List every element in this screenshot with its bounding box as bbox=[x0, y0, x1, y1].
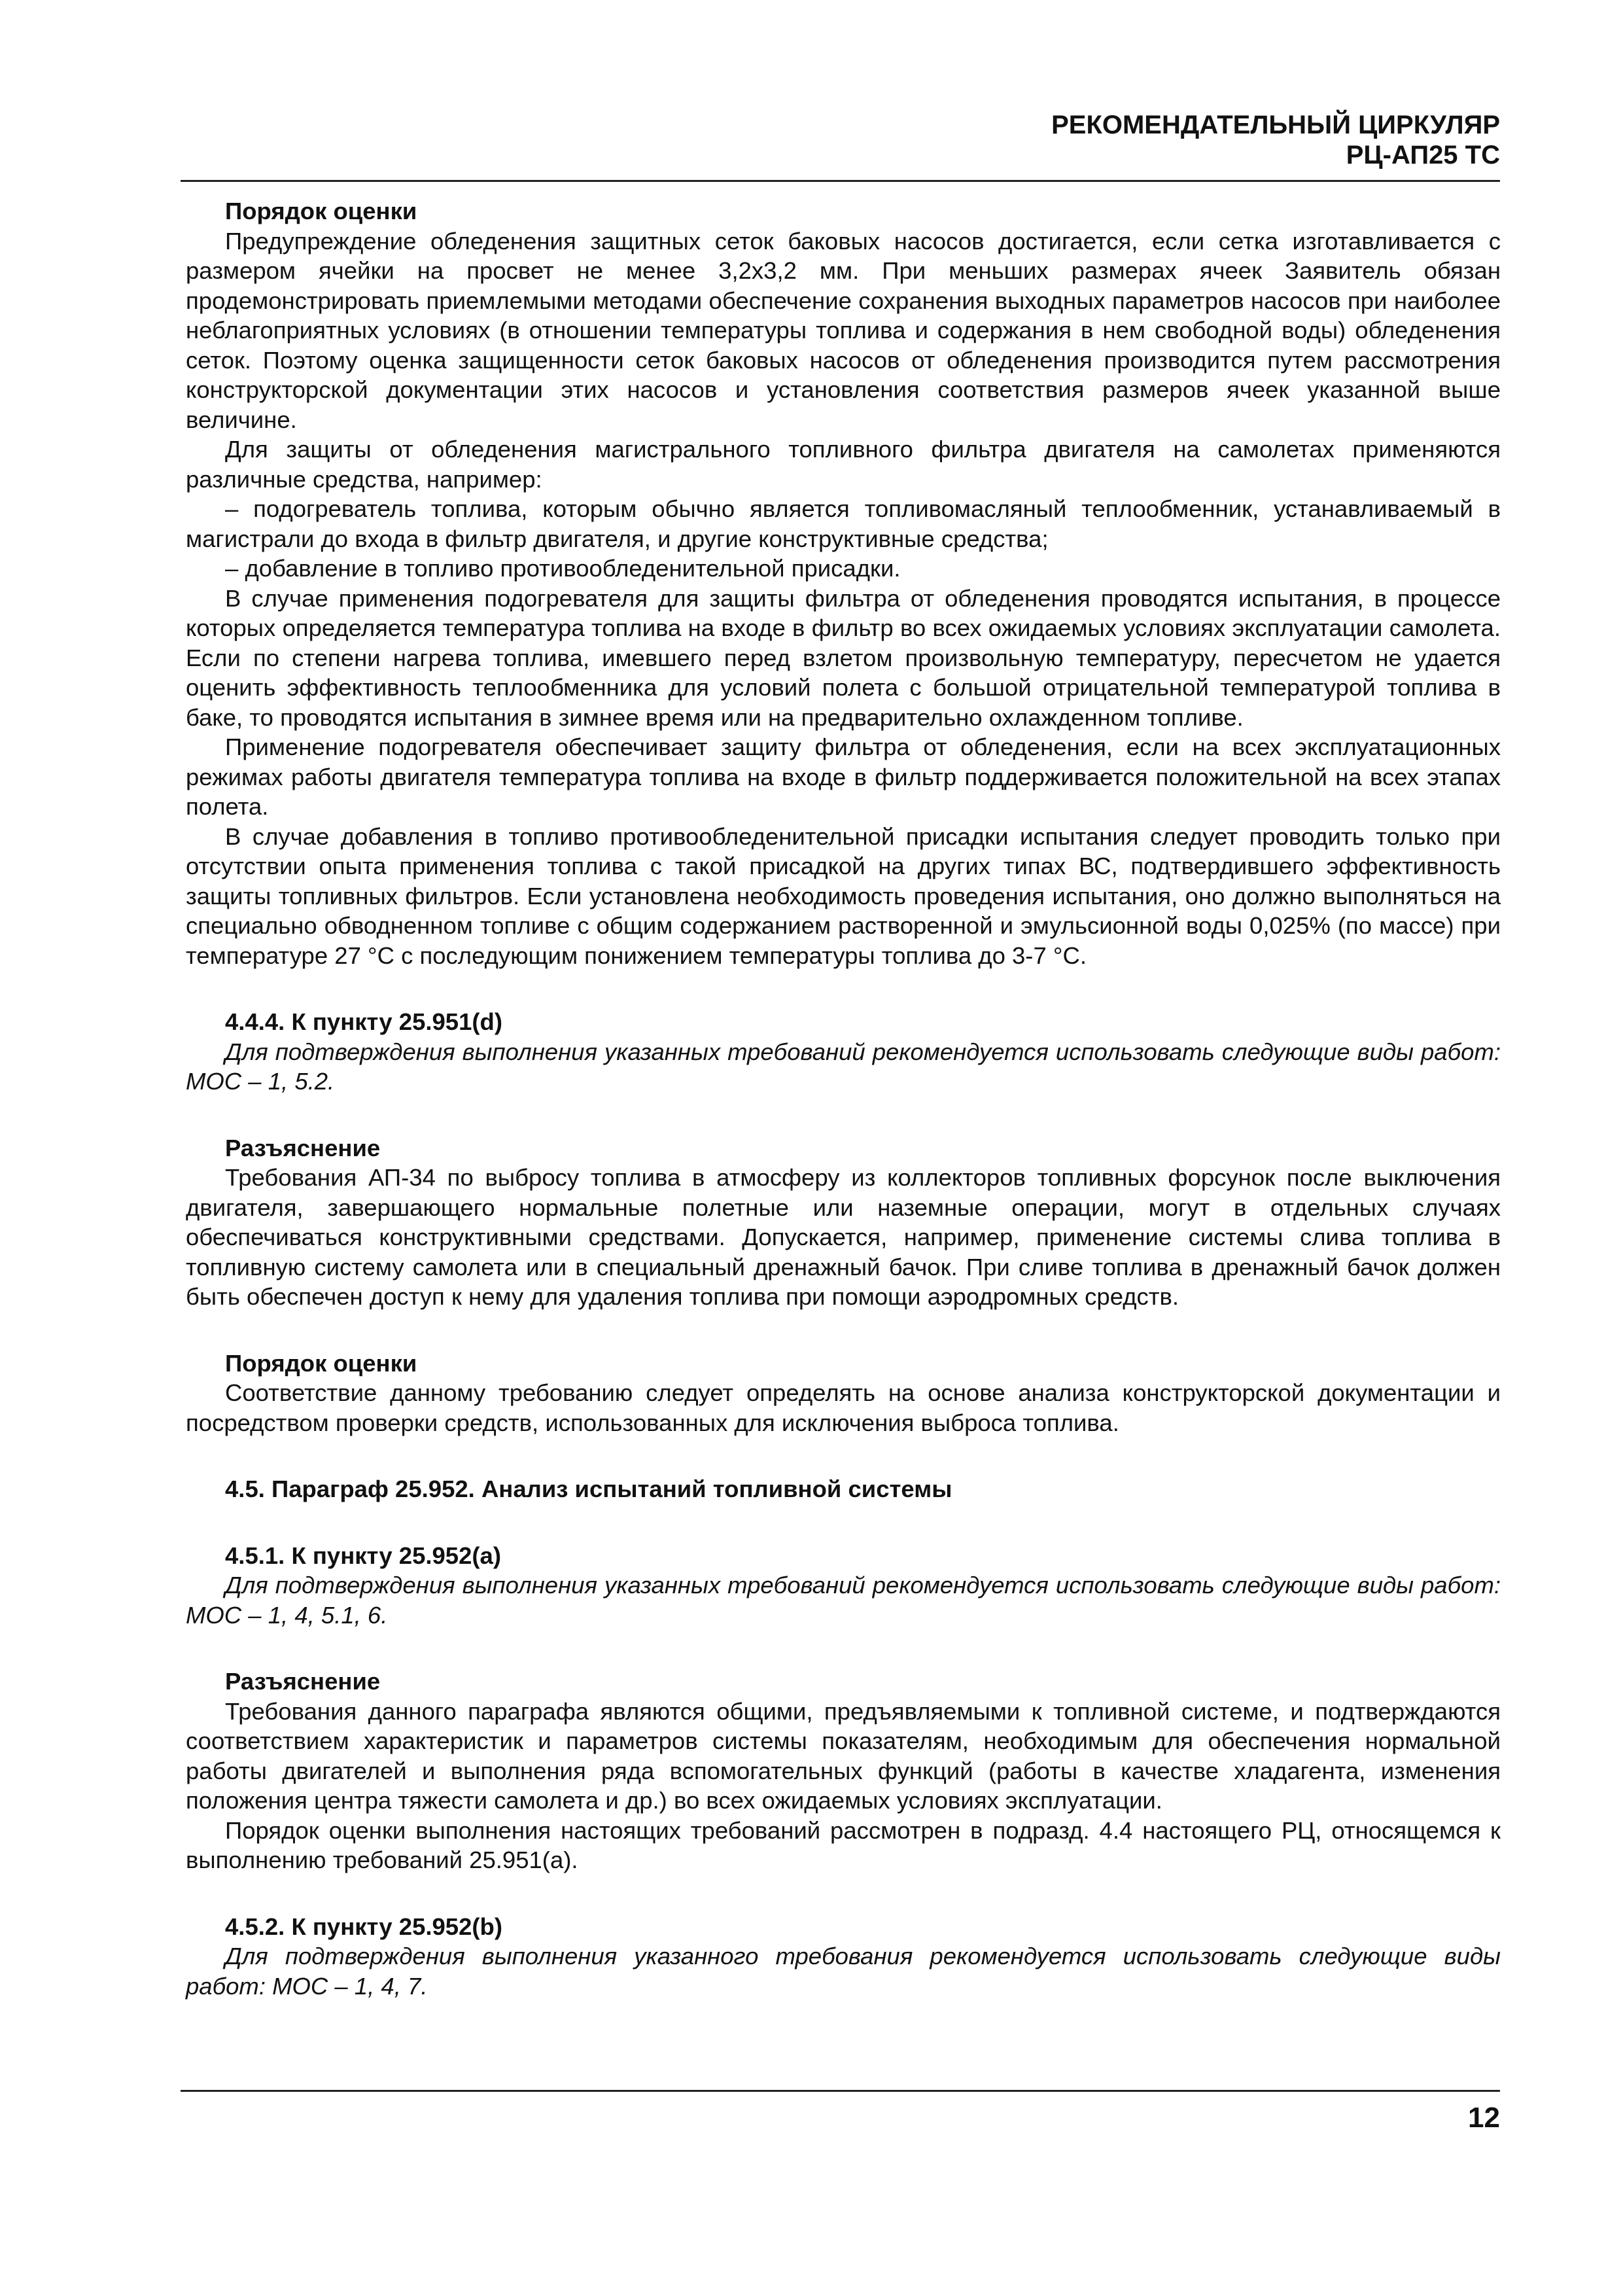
list-item: – подогреватель топлива, которым обычно является топливомасляный теплообменник, устанавливаемый в магистрали до входа в фильтр двигателя, и другие конструктивные средства; bbox=[186, 495, 1501, 552]
paragraph: Для защиты от обледенения магистрального топливного фильтра двигателя на самолетах применяются различные средства, например: bbox=[186, 436, 1501, 493]
paragraph: В случае применения подогревателя для защиты фильтра от обледенения проводятся испытания, в процессе которых определяется температура топлива на входе в фильтр во всех ожидаемых условиях эксплуатации самолета. Если по степени нагрева топлива, имевшего перед взлетом произвольную температуру, пересчетом не удается оценить эффективность теплообменника для условий полета с большой отрицательной температурой топлива в баке, то проводятся испытания в зимнее время или на предварительно охлажденном топливе. bbox=[186, 584, 1501, 731]
header-divider bbox=[181, 180, 1500, 182]
list-item: – добавление в топливо противообледенительной присадки. bbox=[225, 555, 901, 582]
section-heading-explanation: Разъяснение bbox=[225, 1668, 381, 1695]
paragraph: Порядок оценки выполнения настоящих требований рассмотрен в подразд. 4.4 настоящего РЦ, относящемся к выполнению требований 25.951(а). bbox=[186, 1816, 1501, 1873]
recommendation-note: Для подтверждения выполнения указанного требования рекомендуется использовать следующие виды работ: МОС – 1, 4, 7. bbox=[186, 1943, 1501, 2000]
clause-heading-4-4-4: 4.4.4. К пункту 25.951(d) bbox=[225, 1008, 503, 1035]
section-heading-assessment: Порядок оценки bbox=[225, 1349, 417, 1377]
paragraph: Требования данного параграфа являются общими, предъявляемыми к топливной системе, и подтверждаются соответствием характеристик и параметров системы показателям, необходимым для обеспечения нормальной работы двигателей и выполнения ряда вспомогательных функций (работы в качестве хладагента, изменения положения центра тяжести самолета и др.) во всех ожидаемых условиях эксплуатации. bbox=[186, 1697, 1501, 1814]
recommendation-note: Для подтверждения выполнения указанных требований рекомендуется использовать следующие виды работ: МОС – 1, 4, 5.1, 6. bbox=[186, 1572, 1501, 1629]
paragraph: Применение подогревателя обеспечивает защиту фильтра от обледенения, если на всех эксплуатационных режимах работы двигателя температура топлива на входе в фильтр поддерживается положительной на всех этапах полета. bbox=[186, 733, 1501, 820]
paragraph: Предупреждение обледенения защитных сеток баковых насосов достигается, если сетка изготавливается с размером ячейки на просвет не менее 3,2х3,2 мм. При меньших размерах ячеек Заявитель обязан продемонстрировать приемлемыми методами обеспечение сохранения выходных параметров насосов при наиболее неблагоприятных условиях (в отношении температуры топлива и содержания в нем свободной воды) обледенения сеток. Поэтому оценка защищенности сеток баковых насосов от обледенения производится путем рассмотрения конструкторской документации этих насосов и установления соответствия размеров ячеек указанной выше величине. bbox=[186, 227, 1501, 433]
clause-heading-4-5-2: 4.5.2. К пункту 25.952(b) bbox=[225, 1913, 503, 1940]
page-number: 12 bbox=[1468, 2102, 1500, 2134]
running-header bbox=[181, 110, 1500, 170]
header-document-code: РЦ-АП25 ТС bbox=[1346, 141, 1500, 169]
section-heading-assessment: Порядок оценки bbox=[225, 198, 417, 224]
clause-heading-4-5-1: 4.5.1. К пункту 25.952(а) bbox=[225, 1542, 502, 1569]
recommendation-note: Для подтверждения выполнения указанных требований рекомендуется использовать следующие виды работ: МОС – 1, 5.2. bbox=[186, 1038, 1501, 1095]
section-heading-4-5: 4.5. Параграф 25.952. Анализ испытаний топливной системы bbox=[225, 1475, 952, 1502]
paragraph: В случае добавления в топливо противообледенительной присадки испытания следует проводить только при отсутствии опыта применения топлива с такой присадкой на других типах ВС, подтвердившего эффективность защиты топливных фильтров. Если установлена необходимость проведения испытания, оно должно выполняться на специально обводненном топливе с общим содержанием растворенной и эмульсионной воды 0,025% (по массе) при температуре 27 °С с последующим понижением температуры топлива до 3-7 °С. bbox=[186, 822, 1501, 969]
page-body bbox=[186, 196, 1501, 2001]
footer-divider bbox=[181, 2090, 1500, 2092]
section-heading-explanation: Разъяснение bbox=[225, 1134, 381, 1161]
paragraph: Требования АП-34 по выбросу топлива в атмосферу из коллекторов топливных форсунок после выключения двигателя, завершающего нормальные полетные или наземные операции, могут в отдельных случаях обеспечиваться конструктивными средствами. Допускается, например, применение системы слива топлива в топливную систему самолета или в специальный дренажный бачок. При сливе топлива в дренажный бачок должен быть обеспечен доступ к нему для удаления топлива при помощи аэродромных средств. bbox=[186, 1164, 1501, 1310]
paragraph: Соответствие данному требованию следует определять на основе анализа конструкторской документации и посредством проверки средств, использованных для исключения выброса топлива. bbox=[186, 1379, 1501, 1436]
header-title: РЕКОМЕНДАТЕЛЬНЫЙ ЦИРКУЛЯР bbox=[1051, 111, 1500, 139]
